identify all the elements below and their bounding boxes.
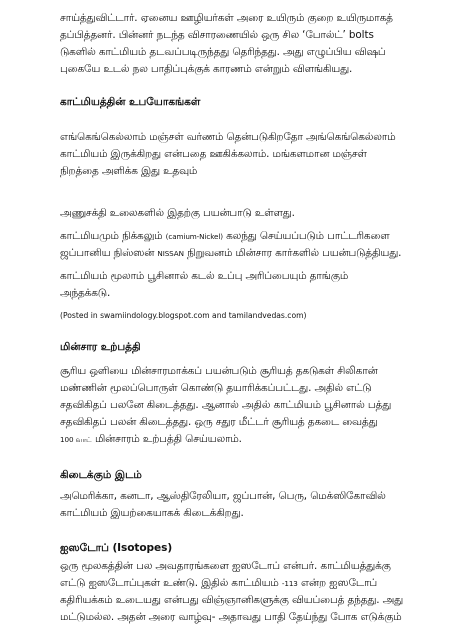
text-line: காட்மியம் மூலாம் பூசினால் கடல் உப்பு அரிப்பையும் தாங்கும் [60,270,349,282]
text-line: ஒரு மூலகத்தின் பல அவதாரங்களை ஐஸடோப் என்பர். காட்மியத்துக்கு [60,560,391,572]
power-heading: மின்சார உற்பத்தி [60,341,141,353]
text-span: -113 [281,579,298,588]
text-line [60,245,445,262]
nuclear-paragraph [60,205,445,222]
text-line [60,431,445,448]
isotopes-paragraph [60,558,445,626]
uses-heading: காட்மியத்தின் உபயோகங்கள் [60,96,201,108]
text-span: (camium-Nickel) [165,232,223,241]
uses-paragraph [60,129,445,180]
battery-paragraph [60,228,445,262]
power-paragraph [60,363,445,448]
isotopes-heading: ஐஸடோப் (Isotopes) [60,542,173,554]
text-span: என்ற ஐஸடோப் [297,577,378,589]
text-span: நிறுவனம் மின்சார கார்களில் பயன்படுத்தியது. [183,247,402,259]
occurrence-heading: கிடைக்கும் இடம் [60,469,142,481]
text-line: தப்பித்தனர். பின்னர் நடந்த விசாரணையில் ஒரு சில ‘போல்ட்’ bolts [60,29,374,41]
text-line: காட்மியம் இருக்கிறது என்பதை ஊகிக்கலாம். மங்களமான மஞ்சள் [60,148,367,160]
text-span: NISSAN [157,249,184,258]
text-line: மட்டுமல்ல. அதன் அரை வாழ்வு- அதாவது பாதி தேய்ந்து போக எடுக்கும் [60,611,402,623]
text-line: நிறத்தை அளிக்க இது உதவும் [60,165,198,177]
text-line: எங்கெங்கெல்லாம் மஞ்சள் வர்ணம் தென்படுகிறதோ அங்கெங்கெல்லாம் [60,131,396,143]
text-span: காட்மியமும் நிக்கலும் [60,230,166,242]
text-span: ஜப்பானிய நிஸ்ஸன் [60,247,158,259]
text-line: அணுசக்தி உலைகளில் இதற்கு பயன்பாடு உள்ளது. [60,207,295,219]
text-line: அமெரிக்கா, கனடா, ஆஸ்திரேலியா, ஜப்பான், பெரு, மெக்ஸிகோவில் [60,490,386,502]
text-line: சாய்த்துவிட்டார். ஏனைய ஊழியர்கள் அரை உயிரும் குறை உயிருமாகத் [60,12,393,24]
text-span: கலந்து செய்யப்படும் பாட்டரிகளை [222,230,390,242]
intro-paragraph [60,10,445,78]
posted-note: (Posted in swamiindology.blogspot.com and tamilandvedas.com) [60,311,307,320]
text-line: சதவிகிதப் பலன் கிடைத்தது. ஒரு சதுர மீட்டர் சூரியத் தகடை வைத்து [60,416,378,428]
text-line [60,575,445,592]
text-line: மண்ணின் மூலப்பொருள் கொண்டு தயாரிக்கப்பட்டது. அதில் எட்டு [60,382,372,394]
text-line [60,228,445,245]
text-line: சூரிய ஒளியை மின்சாரமாக்கப் பயன்படும் சூரியத் தகடுகள் சிலிகான் [60,365,378,377]
text-line: சதவிகிதப் பலனே கிடைத்தது. ஆனால் அதில் காட்மியம் பூசினால் பத்து [60,399,392,411]
coating-paragraph [60,268,445,302]
text-line: புகையே உடல் நல பாதிப்புக்குக் காரணம் என்றும் விளங்கியது. [60,63,353,75]
text-line: அந்தக்கடு. [60,287,111,299]
occurrence-paragraph [60,488,445,522]
text-span: 100 வாட் [60,435,92,444]
text-span: எட்டு ஐஸடோப்புகள் உண்டு. இதில் காட்மியம் [60,577,282,589]
text-span: மின்சாரம் உற்பத்தி செய்யலாம். [91,433,242,445]
text-line: காட்மியம் இயற்கையாகக் கிடைக்கிறது. [60,507,244,519]
text-line: டுகளில் காட்மியம் தடவப்படிருந்தது தெரிந்தது. அது எழுப்பிய விஷப் [60,46,386,58]
text-line: கதிரியக்கம் உடையது என்பது விஞ்ஞானிகளுக்கு வியப்பைத் தந்தது. அது [60,594,404,606]
